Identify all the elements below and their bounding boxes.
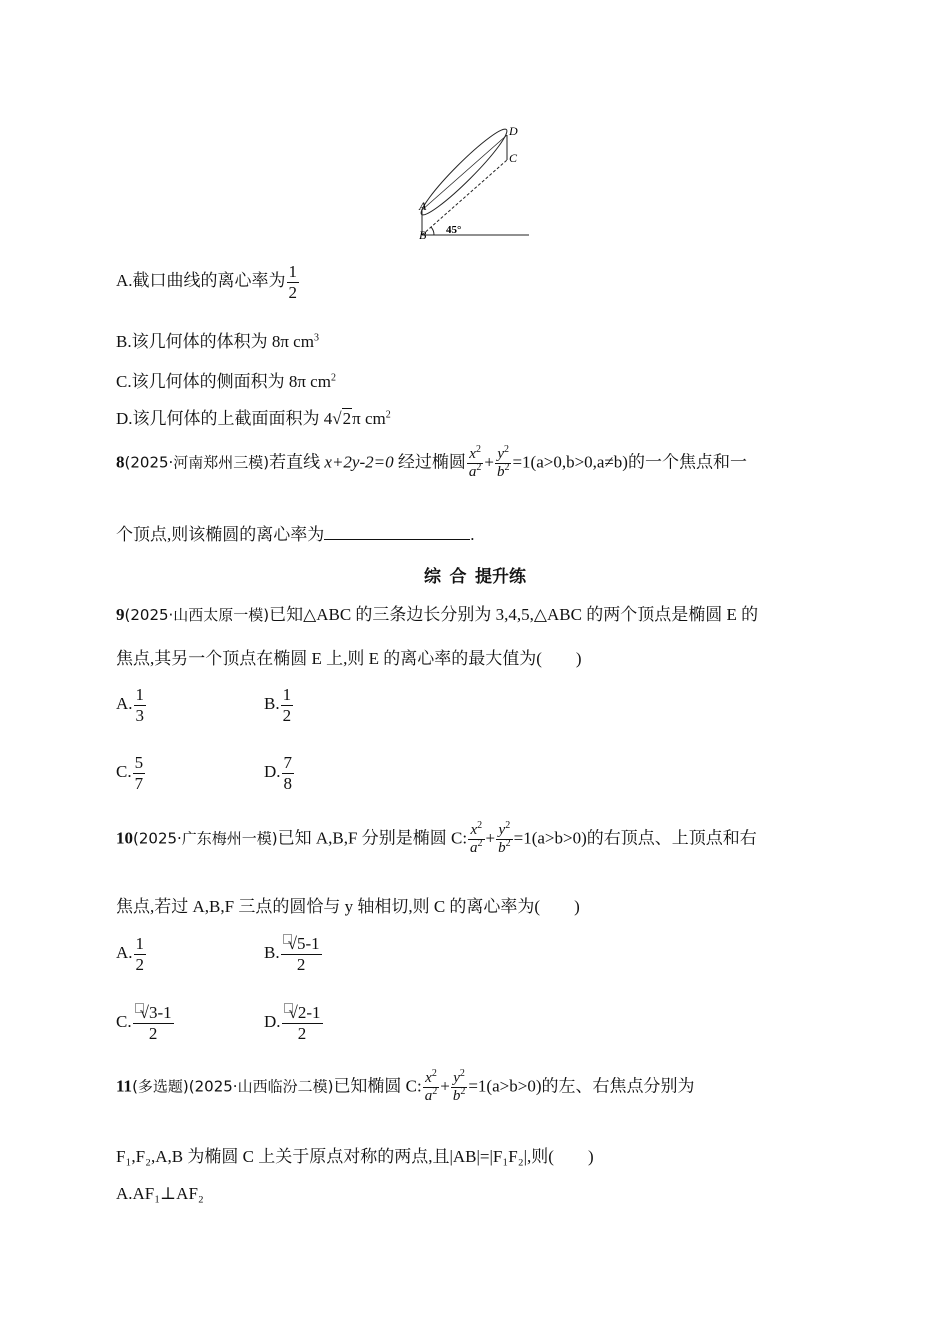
section-title: 综 合 提升练 [424, 567, 526, 586]
q10-line1: 10(2025·广东梅州一模)已知 A,B,F 分别是椭圆 C: $\frac{x^2}{a^2}$ + $\frac{y^2}{b^2}$ =1(a>b>0)的右顶点、上顶点和右 [116, 820, 757, 857]
q11-frac-y: $\frac{y^2}{b^2}$ [452, 1068, 466, 1105]
q8-frac-y: $\frac{y^2}{b^2}$ [496, 444, 510, 481]
label-A: A [419, 199, 427, 213]
q8-frac-x: $\frac{x^2}{a^2}$ [468, 444, 482, 481]
q10-frac-x: $\frac{x^2}{a^2}$ [470, 820, 483, 857]
q8-line1: 8(2025·河南郑州三模)若直线 x+2y-2=0 经过椭圆 $\frac{x^2}{a^2}$ + $\frac{y^2}{b^2}$ =1(a>0,b>0,a≠b)的一个焦点和一 [116, 444, 747, 481]
q7-option-a [116, 262, 300, 302]
label-B: B [419, 228, 427, 242]
angle-label: 45° [446, 224, 462, 236]
q11-option-a: A.AF₁⊥AF₂ [116, 1184, 204, 1203]
q11-frac-x: $\frac{x^2}{a^2}$ [424, 1068, 438, 1105]
q7-option-d: D.该几何体的上截面面积为 4√2π $cm^2$ [116, 409, 391, 428]
q10-number: 10 [116, 828, 133, 848]
label-C: C [509, 151, 518, 165]
q9-option-d: D. $\frac{7}{8}$ [264, 753, 293, 793]
q8-text-b: 经过椭圆 [393, 452, 466, 472]
q7-c-exp: 2 [330, 372, 336, 384]
q9-source: (2025·山西太原一模) [124, 606, 270, 624]
q7-option-a-text: A.截口曲线的离心率为 [116, 270, 286, 290]
q10-frac-y: $\frac{y^2}{b^2}$ [498, 820, 511, 857]
q11-number: 11 [116, 1076, 133, 1096]
q8-number: 8 [116, 452, 125, 472]
q8-text-a: 若直线 [269, 452, 325, 472]
q11-tag: (多选题) [132, 1077, 189, 1096]
q8-end: . [470, 525, 475, 544]
q10-condition: =1(a>b>0)的右顶点、上顶点和右 [513, 828, 757, 848]
q7-option-d-text: D.该几何体的上截面面积为 4 [116, 409, 333, 428]
q7-d-radicand: 2 [342, 409, 352, 428]
q8-condition: =1(a>0,b>0,a≠b) [512, 452, 628, 472]
q9-number: 9 [116, 605, 125, 624]
q10-line2: 焦点,若过 A,B,F 三点的圆恰与 y 轴相切,则 C 的离心率为( ) [116, 897, 580, 916]
q8-source: (2025·河南郑州三模) [124, 453, 270, 472]
q10-option-d: D. $\frac{√2-1}{2}$ [264, 1003, 321, 1043]
q9-text: 已知△ABC 的三条边长分别为 3,4,5,△ABC 的两个顶点是椭圆 E 的 [269, 605, 759, 624]
q7-a-num: 1 [288, 262, 298, 281]
q7-option-c-text: C.该几何体的侧面积为 8π cm [116, 372, 331, 391]
q7-d-exp: 2 [385, 409, 391, 421]
q11-line1: 11(多选题)(2025·山西临汾二模)已知椭圆 C: $\frac{x^2}{a^2}$ + $\frac{y^2}{b^2}$ =1(a>b>0)的左、右焦点分别为 [116, 1068, 695, 1105]
q7-b-exp: 3 [313, 332, 319, 344]
q7-option-b [116, 327, 319, 352]
q8-line2-text: 个顶点,则该椭圆的离心率为 [116, 525, 325, 544]
label-D: D [509, 124, 518, 138]
q8-line2 [116, 520, 475, 545]
q11-text-a: 已知椭圆 C: [333, 1076, 422, 1096]
q10-option-c: C. $\frac{√3-1}{2}$ [116, 1003, 172, 1043]
q11-line2: F₁,F₂,A,B 为椭圆 C 上关于原点对称的两点,且|AB|=|F₁F₂|,则( ) [116, 1147, 594, 1166]
q11-source: (2025·山西临汾二模) [188, 1077, 334, 1096]
q10-option-b: B. $\frac{√5-1}{2}$ [264, 934, 320, 974]
q7-a-den: 2 [288, 282, 298, 302]
geometry-figure [412, 120, 537, 245]
q7-d-unit: π cm [352, 409, 386, 428]
q11-condition: =1(a>b>0)的左、右焦点分别为 [468, 1076, 695, 1096]
q7-option-b-text: B.该几何体的体积为 8π cm [116, 332, 314, 351]
q10-text-a: 已知 A,B,F 分别是椭圆 C: [277, 828, 468, 848]
q8-equation: x+2y-2=0 [324, 452, 394, 472]
q10-source: (2025·广东梅州一模) [133, 829, 278, 848]
q9-option-a: A. $\frac{1}{3}$ [116, 685, 145, 725]
q9-line2: 焦点,其另一个顶点在椭圆 E 上,则 E 的离心率的最大值为( ) [116, 649, 582, 668]
q10-option-a: A. $\frac{1}{2}$ [116, 934, 145, 974]
q9-line1 [116, 600, 758, 625]
q8-text-c: 的一个焦点和一 [627, 452, 747, 472]
q9-option-c: C. $\frac{5}{7}$ [116, 753, 144, 793]
q8-answer-blank[interactable] [324, 523, 470, 540]
q9-option-b: B. $\frac{1}{2}$ [264, 685, 292, 725]
q7-option-c [116, 367, 336, 392]
